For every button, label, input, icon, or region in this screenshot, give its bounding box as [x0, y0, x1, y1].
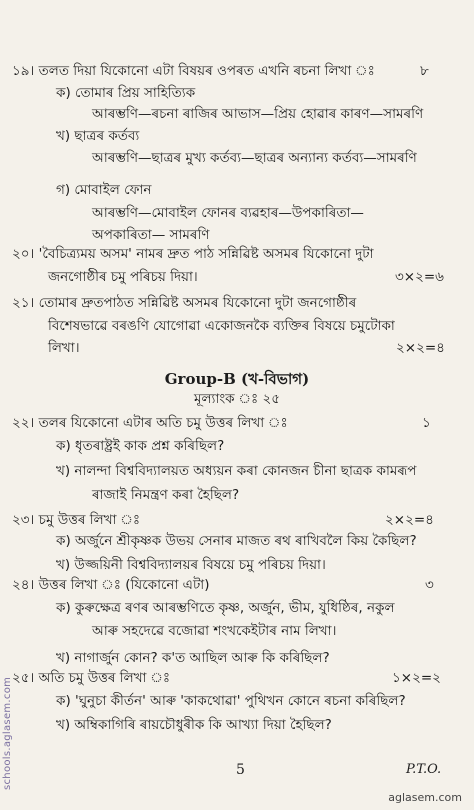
group-title: Group-B (খ-বিভাগ)	[164, 370, 310, 388]
line-q19c2: আৰম্ভণি—মোবাইল ফোনৰ ব্যৱহাৰ—উপকাৰিতা—	[92, 205, 364, 221]
line-q19: ১৯। তলত দিয়া যিকোনো এটা বিষয়ৰ ওপৰত এখনি ৰচনা লিখা ঃ	[12, 63, 375, 79]
line-q19c: গ) মোবাইল ফোন	[56, 182, 152, 198]
line-q22: ২২। তলৰ যিকোনো এটাৰ অতি চমু উত্তৰ লিখা ঃ	[12, 415, 288, 431]
line-q22b2: ৰাজাই নিমন্ত্ৰণ কৰা হৈছিল?	[92, 487, 240, 503]
line-q20b: জনগোষ্ঠীৰ চমু পৰিচয় দিয়া।	[48, 269, 198, 285]
pto-text: P.T.O.	[406, 762, 442, 777]
line-q19b2: আৰম্ভণি—ছাত্ৰৰ মুখ্য কৰ্তব্য—ছাত্ৰৰ অন্যান্য কৰ্তব্য—সামৰণি	[92, 150, 417, 166]
line-q25: ২৫। অতি চমু উত্তৰ লিখা ঃ	[12, 670, 171, 686]
line-q24: ২৪। উত্তৰ লিখা ঃ (যিকোনো এটা)	[12, 577, 210, 593]
line-q21: ২১। তোমাৰ দ্ৰুতপাঠত সন্নিৱিষ্ট অসমৰ যিকোনো দুটা জনগোষ্ঠীৰ	[12, 295, 357, 311]
line-q23b: খ) উজ্জয়িনী বিশ্ববিদ্যালয়ৰ বিষয়ে চমু পৰিচয় দিয়া।	[56, 557, 326, 573]
marks-q20b: ৩×২=৬	[395, 269, 444, 285]
line-q24a: ক) কুৰুক্ষেত্ৰ ৰণৰ আৰম্ভণিতে কৃষ্ণ, অৰ্জুন, ভীম, যুধিষ্ঠিৰ, নকুল	[56, 600, 395, 616]
side-watermark: schools.aglasem.com	[2, 676, 13, 790]
line-q22b: খ) নালন্দা বিশ্ববিদ্যালয়ত অধ্যয়ন কৰা কোনজন চীনা ছাত্ৰক কামৰূপ	[56, 463, 417, 479]
site-footer: aglasem.com	[388, 791, 462, 804]
marks-q24: ৩	[425, 577, 434, 593]
marks-q23: ২×২=৪	[385, 512, 434, 528]
line-q20: ২০। 'বৈচিত্ৰ্যময় অসম' নামৰ দ্ৰুত পাঠ সন্নিৱিষ্ট অসমৰ যিকোনো দুটা	[12, 246, 374, 262]
group-marks: মূল্যাংক ঃ ২৫	[193, 391, 281, 407]
marks-q25: ১×২=২	[392, 670, 441, 686]
line-q22a: ক) ধৃতৰাষ্ট্ৰই কাক প্ৰশ্ন কৰিছিল?	[56, 438, 225, 454]
line-q24b: খ) নাগাৰ্জুন কোন? ক'ত আছিল আৰু কি কৰিছিল?	[56, 650, 330, 666]
line-q23: ২৩। চমু উত্তৰ লিখা ঃ	[12, 512, 141, 528]
line-q19b: খ) ছাত্ৰৰ কৰ্তব্য	[56, 128, 140, 144]
marks-q22: ১	[422, 415, 431, 431]
line-q19c3: অপকাৰিতা— সামৰণি	[92, 227, 210, 243]
line-q21c: লিখা।	[48, 340, 80, 356]
marks-q21c: ২×২=৪	[396, 340, 445, 356]
line-q19a: ক) তোমাৰ প্ৰিয় সাহিত্যিক	[56, 85, 196, 101]
line-q25a: ক) 'ঘুনুচা কীৰ্তন' আৰু 'কাকথোৱা' পুথিখন কোনে ৰচনা কৰিছিল?	[56, 693, 406, 709]
marks-q19: ৮	[420, 63, 429, 79]
page-number: 5	[236, 762, 245, 778]
line-q21b: বিশেষভাৱে বৰঙণি যোগোৱা একোজনকৈ ব্যক্তিৰ বিষয়ে চমুটোকা	[48, 318, 395, 334]
line-q24a2: আৰু সহদেৱে বজোৱা শংখকেইটাৰ নাম লিখা।	[92, 623, 337, 639]
line-q23a: ক) অৰ্জুনে শ্ৰীকৃষ্ণক উভয় সেনাৰ মাজত ৰথ ৰাখিবলৈ কিয় কৈছিল?	[56, 533, 417, 549]
line-q19a2: আৰম্ভণি—ৰচনা ৰাজিৰ আভাস—প্ৰিয় হোৱাৰ কাৰণ—সামৰণি	[92, 106, 424, 122]
line-q25b: খ) অম্বিকাগিৰি ৰায়চৌধুৰীক কি আখ্যা দিয়া হৈছিল?	[56, 717, 332, 733]
